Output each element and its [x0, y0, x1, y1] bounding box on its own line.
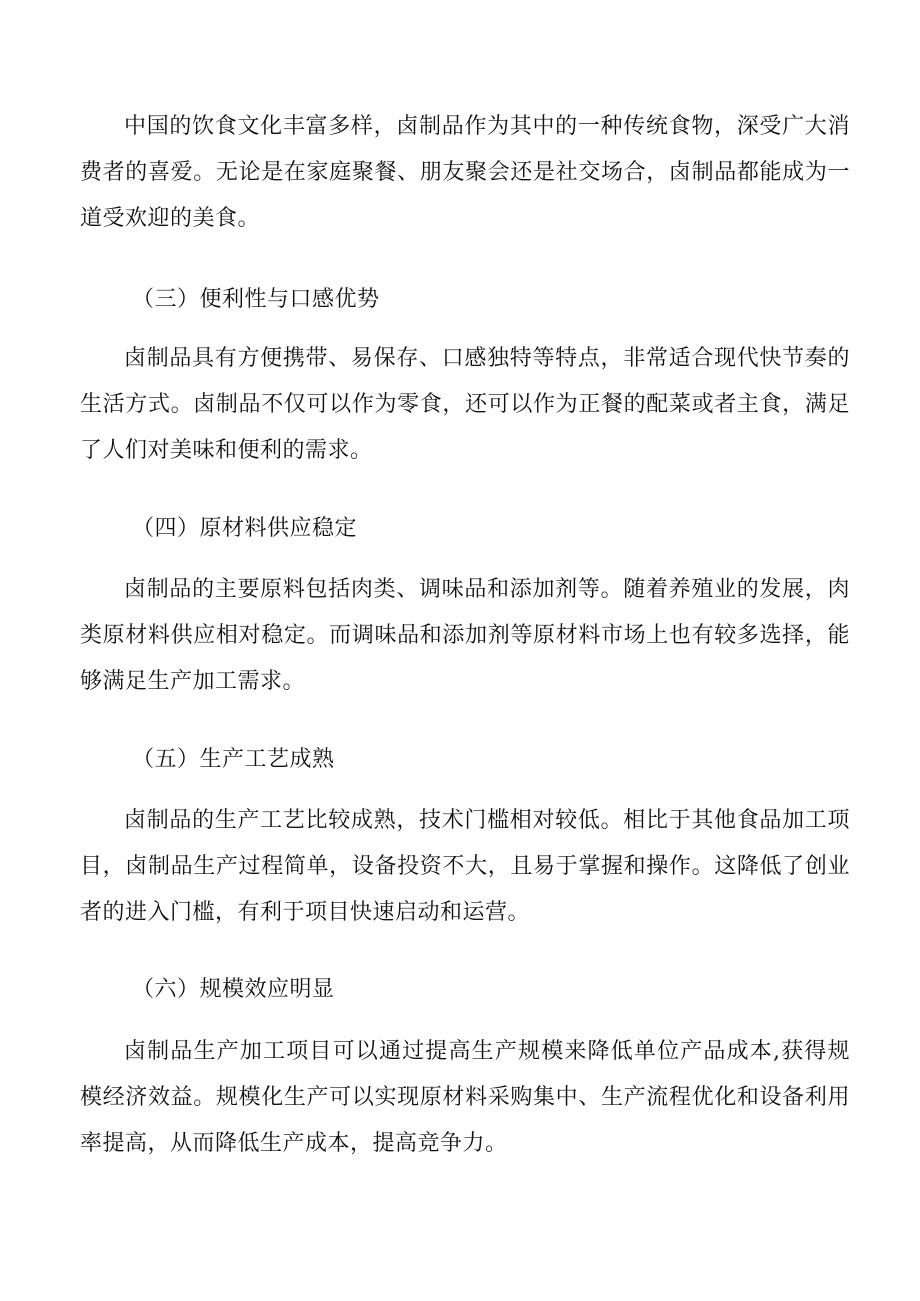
heading-raw-material: （四）原材料供应稳定	[132, 516, 358, 541]
paragraph-scale-effect: 卤制品生产加工项目可以通过提高生产规模来降低单位产品成本,获得规模经济效益。规模化生产可以实现原材料采购集中、生产流程优化和设备利用率提高，从而降低生产成本，提高竞争力。	[80, 1039, 850, 1156]
heading-scale-effect: （六）规模效应明显	[132, 977, 335, 1002]
heading-production-process: （五）生产工艺成熟	[132, 747, 335, 772]
paragraph-convenience: 卤制品具有方便携带、易保存、口感独特等特点，非常适合现代快节奏的生活方式。卤制品不仅可以作为零食，还可以作为正餐的配菜或者主食，满足了人们对美味和便利的需求。	[80, 346, 850, 463]
paragraph-food-culture: 中国的饮食文化丰富多样，卤制品作为其中的一种传统食物，深受广大消费者的喜爱。无论是在家庭聚餐、朋友聚会还是社交场合，卤制品都能成为一道受欢迎的美食。	[80, 114, 850, 231]
paragraph-raw-material: 卤制品的主要原料包括肉类、调味品和添加剂等。随着养殖业的发展，肉类原材料供应相对稳定。而调味品和添加剂等原材料市场上也有较多选择，能够满足生产加工需求。	[80, 577, 850, 694]
paragraph-production-process: 卤制品的生产工艺比较成熟，技术门槛相对较低。相比于其他食品加工项目，卤制品生产过程简单，设备投资不大，且易于掌握和操作。这降低了创业者的进入门槛，有利于项目快速启动和运营。	[80, 808, 850, 925]
heading-convenience-taste: （三）便利性与口感优势	[132, 287, 380, 312]
